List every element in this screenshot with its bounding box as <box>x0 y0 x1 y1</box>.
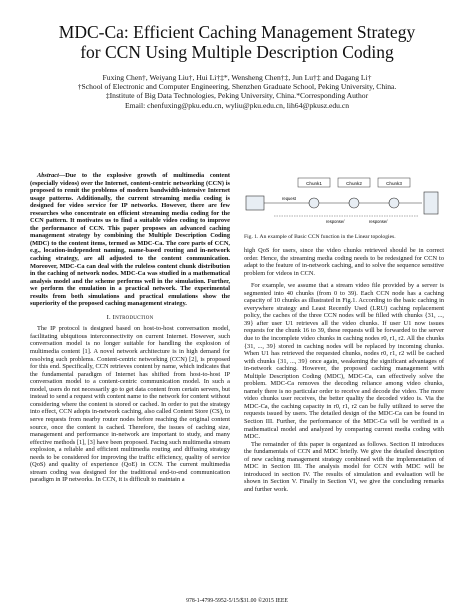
right-column <box>244 172 444 582</box>
chunk1-label: Chunk1 <box>306 180 322 186</box>
router-r1-icon <box>349 198 359 208</box>
left-column <box>30 172 230 582</box>
affiliation-1: †School of Electronic and Computer Engineering, Shenzhen Graduate School, Peking University, China. <box>77 82 397 92</box>
right-paragraph-remainder: The remainder of this paper is organized as follows. Section II introduces the fundamentals of CCN and MDC briefly. We give the detailed description of new caching management strategy combined with the implementation of MDC in Section III. The analysis model for CCN with MDC will be introduced in section IV. The results of simulation and evaluation will be shown in Section V. Finally in Section VI, we give the concluding remarks and further work. <box>244 440 444 493</box>
abstract-lead: Abstract <box>37 172 59 179</box>
author-emails: Email: chenfuxing@pku.edu.cn, wyliu@pku.edu.cn, lih64@pkusz.edu.cn <box>124 100 350 110</box>
response-label-1: response/ <box>326 219 345 224</box>
request-label: request <box>282 196 296 201</box>
chunk3-label: Chunk3 <box>386 180 402 186</box>
author-block <box>30 73 444 110</box>
figure-1 <box>244 172 444 232</box>
abstract-text: —Due to the explosive growth of multimedia content (especially videos) over the Internet, content-centric networking (CCN) is proposed to remit the problems of modern bandwidth-intensive Internet usage patterns. Additionally, the current streaming media coding is designed for video service for IP networks. However, there are few researches who concentrate on efficient streaming media coding for the CCN pattern. It motivates us to find a suitable video coding to improve the performance of CCN. This paper proposes an advanced caching management strategy by combining the Multiple Description Coding (MDC) to the content items, termed as MDC-Ca. The core parts of CCN, e.g., location-independent naming, name-based routing and in-network caching strategy, are all adjusted to the content communication. Moreover, MDC-Ca can deal with the ruleless content chunk distribution in the caching of network nodes. MDC-Ca was studied in a mathematical analysis model and the scheme performs well in the simulation. Further, we perform the emulation in a practical network. The experimental results from both simulations and practical emulations show the superiority of the proposed caching management strategy. <box>30 172 230 308</box>
abstract <box>30 172 230 308</box>
right-paragraph-continued: high QoS for users, since the video chunks retrieved should be in correct order. Hence, the streaming media coding needs to be redesigned for CCN to adapt to the feature of in-network caching, and to solve the sequence sensitive problem for videos in CCN. <box>244 247 444 277</box>
figure-1-caption: Fig. 1. An example of Basic CCN function in the Linear topologies. <box>244 234 396 240</box>
section-heading-introduction: I. Introduction <box>106 313 154 321</box>
response-label-2: response/ <box>369 219 388 224</box>
server-icon <box>424 192 438 214</box>
page-footer: 978-1-4799-5952-5/15/$31.00 ©2015 IEEE <box>186 598 288 604</box>
intro-paragraph-1: The IP protocol is designed based on host-to-host conversation model, facilitating ubiquitous interconnectivity on current Internet. However, such conversation model is no longer suitable for handling the explosion of multimedia content [1]. A novel network architecture is in high demand for resolving such problems. Content-centric networking (CCN) [2], is proposed for this end. Specifically, CCN retrieves content by name, which indicates that the fundamental paradigm of Internet has shifted from host-to-host IP conversation model to a content-centric communication model. In such a model, users do not necessarily go to get data content from certain servers, but instead to send a request with content name to the network for content without considering where the content is stored or cached. In order to put the strategy into effect, CCN adopts in-network caching, also called Content Store (CS), to serve requests from nearby router nodes before reaching the original content source, once the content is cached. Therefore, the issues of caching size, management and performance in-network are important to study, and many effective methods [1], [3] have been proposed. Facing such multimedia stream explosion, a reliable and efficient multimedia routing and diffusing strategy needs to be considered for improving the traffic efficiency, quality of service (QoS) and quality of experience (QoE) in CCN. The current multimedia stream coding was designed for the traditional end-to-end communication paradigm in IP networks. In CCN, it is difficult to maintain a <box>30 325 230 484</box>
chunk2-label: Chunk2 <box>346 180 362 186</box>
affiliation-2: ‡Institute of Big Data Technologies, Peking University, China.*Corresponding Author <box>105 91 369 101</box>
title-line-2: for CCN Using Multiple Description Coding <box>80 42 394 62</box>
right-paragraph-example: For example, we assume that a stream video file provided by a server is segmented into 40 chunks (from 0 to 39). Each CCN node has a caching capacity of 10 chunks as illustrated in Fig.1. According to the basic caching in everywhere strategy and Least Recently Used (LRU) caching replacement policy, the caches of the three CCN nodes will be filled with chunks {31, ..., 39} after user U1 retrieves all the video chunks. If user U1 now issues requests for the chunk 16 to 39, these requests will be forwarded to the server due to the incomplete video chunks in caching nodes r0, r1, r2. All the chunks {31, ..., 39} stored in caching nodes will be replaced by incoming chunks. When U1 has retrieved the requested chunks, nodes r0, r1, r2 will be cached with chunks {31, ..., 39} once again, weakening the significant advantages of in-network caching. However, the proposed caching management with Multiple Description Coding (MDC), MDC-Ca, can effectively solve the problem. MDC-Ca removes the decoding reliance among video chunks, namely there is no particular order to receive and decode the video. The more video chunks user receives, the better quality the decoded video is. Via the MDC-Ca, the caching capacity in r0, r1, r2 can be fully utilized to serve the requests issued by users. The detailed design of the MDC-Ca can be found in Section III. Further, the performance of the MDC-Ca will be verified in a mathematical model and analyzed by comparing current media coding with MDC. <box>244 282 444 441</box>
two-column-body <box>30 172 444 582</box>
ccn-linear-topology-diagram <box>244 172 444 232</box>
title-line-1: MDC-Ca: Efficient Caching Management Strategy <box>58 22 416 42</box>
router-r2-icon <box>389 198 399 208</box>
paper-title <box>30 22 444 62</box>
user-computer-icon <box>246 196 264 210</box>
router-r0-icon <box>309 198 319 208</box>
author-names: Fuxing Chen†, Weiyang Liu†, Hui Li†‡*, Wensheng Chen†‡, Jun Lu†‡ and Dagang Li† <box>102 73 372 82</box>
